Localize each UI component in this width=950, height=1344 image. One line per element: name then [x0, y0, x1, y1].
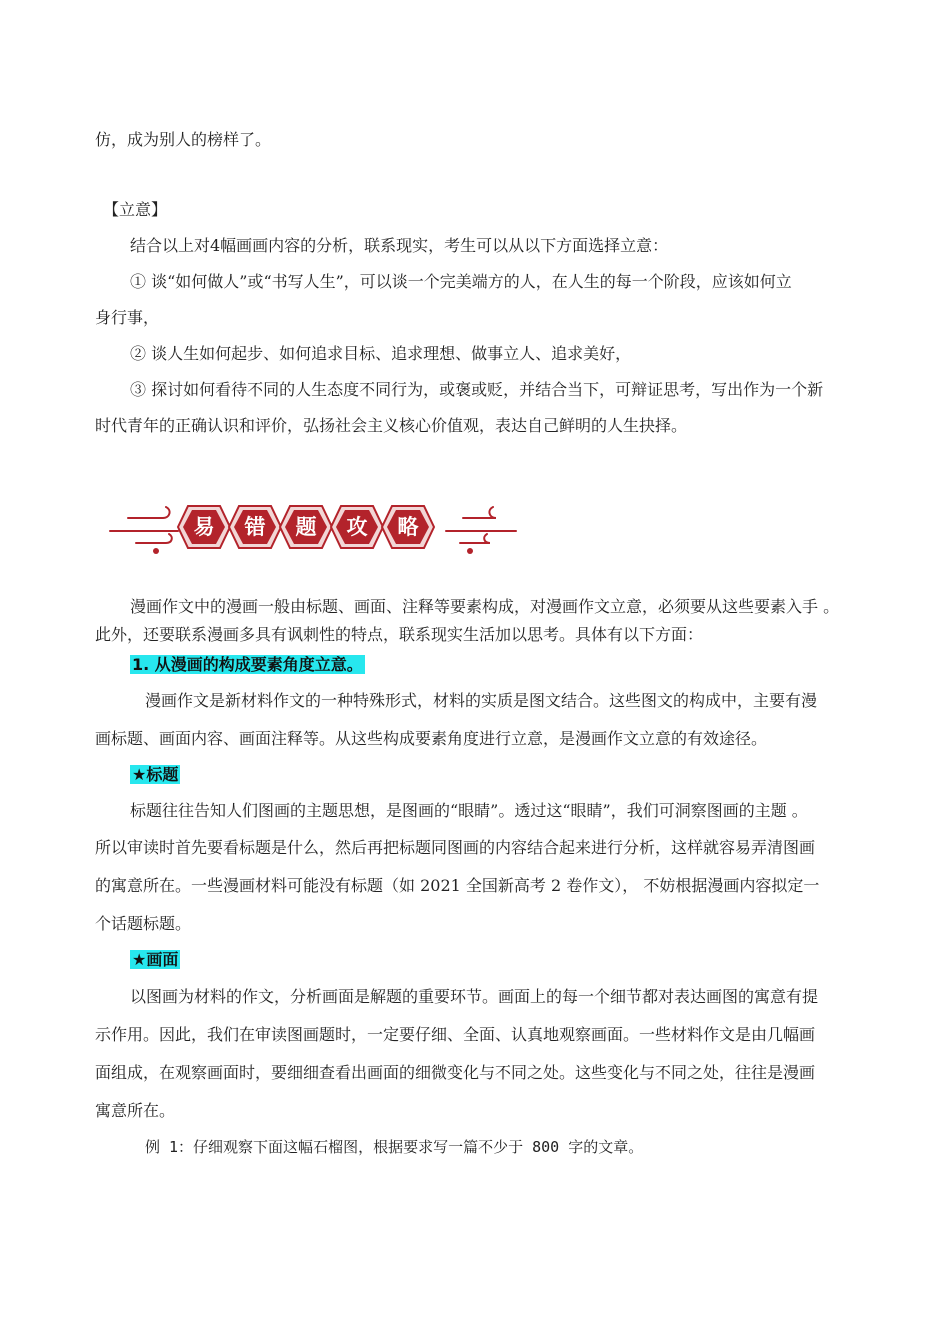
section-1-heading [130, 655, 365, 675]
star-title-heading [130, 765, 180, 785]
paragraph-continuation: 仿，成为别人的榜样了。 [95, 130, 272, 149]
section-1-line-1: 漫画作文是新材料作文的一种特殊形式，材料的实质是图文结合。这些图文的构成中，主要有漫 [145, 691, 818, 710]
title-para-line-3: 的寓意所在。一些漫画材料可能没有标题（如 2021 全国新高考 2 卷作文）， 不妨根据漫画内容拟定一 [95, 876, 820, 895]
title-para-line-1: 标题往往告知人们图画的主题思想，是图画的“眼睛”。透过这“眼睛”，我们可洞察图画的主题 。 [130, 801, 808, 820]
liyi-heading: 【立意】 [103, 200, 168, 219]
picture-para-line-3: 面组成，在观察画面时，要细细查看出画面的细微变化与不同之处。这些变化与不同之处，往往是漫画 [95, 1063, 816, 1082]
liyi-point-1-line-2: 身行事， [95, 308, 160, 327]
example-prompt: 例 1：仔细观察下面这幅石榴图，根据要求写一篇不少于 800 字的文章。 [145, 1138, 644, 1156]
star-picture-heading [130, 950, 180, 970]
section-1-line-2: 画标题、画面内容、画面注释等。从这些构成要素角度进行立意，是漫画作文立意的有效途径。 [95, 729, 768, 748]
banner-char-5: 略 [397, 515, 419, 539]
liyi-point-3-line-1: ③ 探讨如何看待不同的人生态度不同行为，或褒或贬，并结合当下，可辩证思考，写出作为一个新 [130, 380, 824, 399]
title-para-line-2: 所以审读时首先要看标题是什么，然后再把标题同图画的内容结合起来进行分析，这样就容易弄清图画 [95, 838, 816, 857]
liyi-point-1-line-1: ① 谈“如何做人”或“书写人生”，可以谈一个完美端方的人，在人生的每一个阶段，应该如何立 [130, 272, 792, 291]
title-para-line-4: 个话题标题。 [95, 914, 192, 933]
banner-char-1: 易 [193, 515, 215, 539]
body-intro-line-1: 漫画作文中的漫画一般由标题、画面、注释等要素构成，对漫画作文立意，必须要从这些要素入手 。 [130, 597, 840, 616]
section-1-heading-text: 1. 从漫画的构成要素角度立意。 [132, 655, 363, 674]
picture-para-line-4: 寓意所在。 [95, 1101, 176, 1120]
liyi-intro: 结合以上对4幅画画内容的分析，联系现实，考生可以从以下方面选择立意： [130, 236, 669, 255]
banner-char-2: 错 [244, 515, 266, 539]
picture-para-line-1: 以图画为材料的作文，分析画面是解题的重要环节。画面上的每一个细节都对表达画图的寓意有提 [130, 987, 819, 1006]
left-cloud-ornament [110, 507, 178, 543]
star-picture-text: ★画面 [132, 950, 179, 969]
banner-char-4: 攻 [346, 515, 368, 539]
body-intro-line-2: 此外，还要联系漫画多具有讽刺性的特点，联系现实生活加以思考。具体有以下方面： [95, 625, 704, 644]
liyi-point-2: ② 谈人生如何起步、如何追求目标、追求理想、做事立人、追求美好， [130, 344, 632, 363]
banner-char-3: 题 [295, 515, 317, 539]
right-cloud-ornament [446, 507, 516, 543]
star-title-text: ★标题 [132, 765, 179, 784]
liyi-point-3-line-2: 时代青年的正确认识和评价，弘扬社会主义核心价值观，表达自己鲜明的人生抉择。 [95, 416, 688, 435]
picture-para-line-2: 示作用。因此，我们在审读图画题时，一定要仔细、全面、认真地观察画面。一些材料作文是由几幅画 [95, 1025, 816, 1044]
